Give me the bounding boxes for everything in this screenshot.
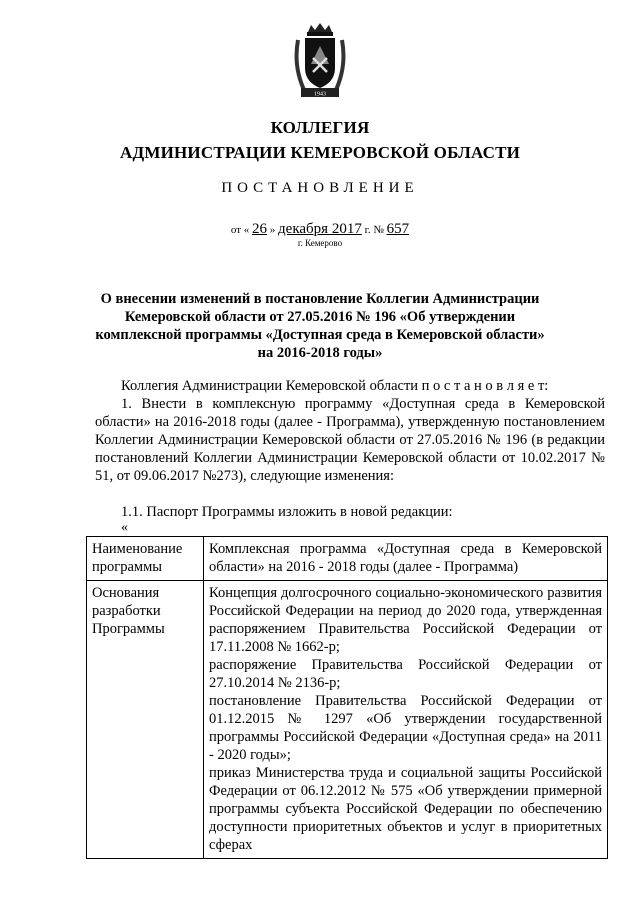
opening-quote: «: [121, 520, 128, 535]
date-prefix: от «: [230, 224, 250, 236]
row-value: Комплексная программа «Доступная среда в Кемеровской области» на 2016 - 2018 годы (далее - Программа): [204, 537, 608, 581]
org-name-line1: КОЛЛЕГИЯ: [270, 118, 370, 137]
item-1-paragraph: 1. Внести в комплексную программу «Доступная среда в Кемеровской области» на 2016-2018 годы (далее - Программа), утвержденную постановлением Коллегии Администрации Кемеровской области от 27.05.2016 № 196 (в редакции постановлений Коллегии Администрации Кемеровской области от 10.02.2017 № 51, от 09.06.2017 №273), следующие изменения:: [95, 396, 605, 484]
basis-entry: приказ Министерства труда и социальной защиты Российской Федерации от 06.12.2012 № 575 «Об утверждении примерной программы субъекта Российской Федерации по обеспечению доступности приоритетных объектов и услуг в приоритетных сферах: [209, 765, 602, 853]
item-1-1-paragraph: 1.1. Паспорт Программы изложить в новой редакции:: [121, 504, 453, 520]
date-line: [0, 221, 640, 238]
date-year-suffix: г.: [364, 224, 371, 236]
intro-paragraph: Коллегия Администрации Кемеровской области п о с т а н о в л я е т:: [121, 378, 549, 394]
org-name-line2: АДМИНИСТРАЦИИ КЕМЕРОВСКОЙ ОБЛАСТИ: [119, 143, 521, 162]
row-label: Наименование программы: [87, 537, 204, 581]
city: г. Кемерово: [297, 238, 343, 248]
table-row: [87, 581, 608, 859]
row-value: [204, 581, 608, 859]
date-month-year: декабря 2017: [278, 221, 362, 237]
kemerovo-coat-of-arms-icon: [291, 22, 349, 102]
row-label: Основания разработки Программы: [87, 581, 204, 859]
svg-text:1943: 1943: [314, 91, 326, 98]
table-row: [87, 537, 608, 581]
doc-number: 657: [386, 221, 410, 237]
basis-entry: распоряжение Правительства Российской Федерации от 27.10.2014 № 2136-р;: [209, 657, 602, 691]
document-subject: О внесении изменений в постановление Коллегии Администрации Кемеровской области от 27.05.2016 № 196 «Об утверждении комплексной программы «Доступная среда в Кемеровской области» на 2016-2018 годы»: [95, 291, 545, 361]
date-middle: »: [269, 224, 276, 236]
document-type: ПОСТАНОВЛЕНИЕ: [221, 180, 419, 196]
passport-table: [86, 536, 608, 859]
date-day: 26: [252, 221, 268, 237]
basis-entry: постановление Правительства Российской Федерации от 01.12.2015 № 1297 «Об утверждении государственной программы Российской Федерации «Доступная среда» на 2011 - 2020 годы»;: [209, 693, 602, 763]
doc-number-prefix: №: [373, 224, 384, 236]
basis-entry: Концепция долгосрочного социально-экономического развития Российской Федерации на период до 2020 года, утвержденная распоряжением Правительства Российской Федерации от 17.11.2008 № 1662-р;: [209, 585, 602, 655]
